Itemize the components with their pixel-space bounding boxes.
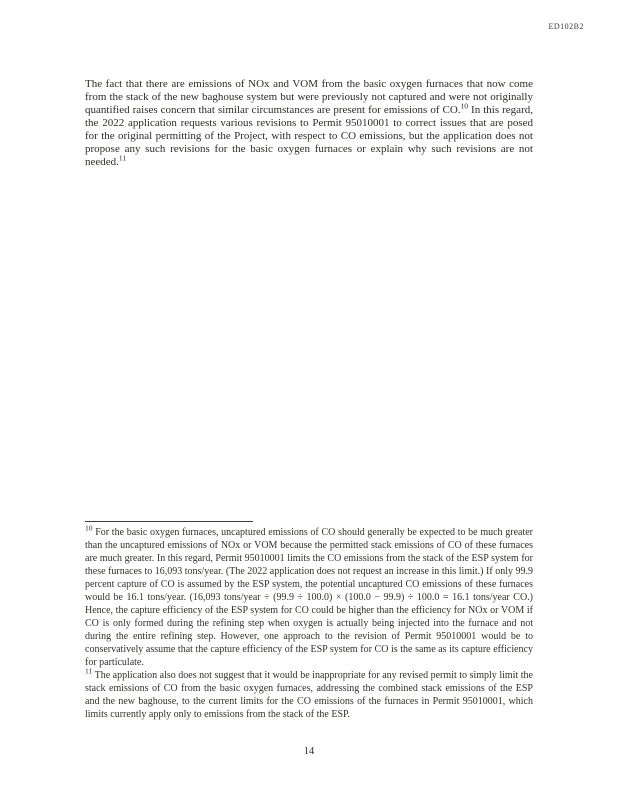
footnote-10-marker: 10	[85, 523, 93, 533]
footnote-11	[85, 666, 533, 721]
body-paragraph	[85, 78, 533, 169]
footnote-11-marker: 11	[85, 666, 93, 676]
footnotes-section	[85, 523, 533, 721]
paragraph-text-2: In this regard, the 2022 application requests various revisions to Permit 95010001 to correct issues that are posed for the original permitting of the Project, with respect to CO emissions, but the application does not propose any such revisions for the basic oxygen furnaces or explain why such revisions are not needed.	[85, 104, 533, 168]
footnote-ref-10: 10	[460, 101, 469, 111]
footnote-10	[85, 523, 533, 669]
paragraph-text-1: The fact that there are emissions of NOx and VOM from the basic oxygen furnaces that now come from the stack of the new baghouse system but were previously not captured and were not originally quantified raises concern that similar circumstances are present for emissions of CO.	[85, 78, 533, 116]
footnote-separator	[85, 521, 253, 522]
header-code: ED102B2	[548, 22, 584, 31]
footnote-ref-11: 11	[118, 153, 127, 163]
page-number: 14	[303, 746, 315, 757]
footnote-11-text: The application also does not suggest that it would be inappropriate for any revised permit to simply limit the stack emissions of CO from the basic oxygen furnaces, addressing the combined stack emissions of the ESP and the new baghouse, to the current limits for the CO emissions of the furnaces in Permit 95010001, which limits currently apply only to emissions from the stack of the ESP.	[85, 670, 533, 720]
footnote-10-text: For the basic oxygen furnaces, uncaptured emissions of CO should generally be expected to be much greater than the uncaptured emissions of NOx or VOM because the permitted stack emissions of CO of these furnaces are much greater. In this regard, Permit 95010001 limits the CO emissions from the stack of the ESP system for these furnaces to 16,093 tons/year. (The 2022 application does not request an increase in this limit.) If only 99.9 percent capture of CO is assumed by the ESP system, the potential uncaptured CO emissions of these furnaces would be 16.1 tons/year. (16,093 tons/year ÷ (99.9 ÷ 100.0) × (100.0 − 99.9) ÷ 100.0 = 16.1 tons/year CO.) Hence, the capture efficiency of the ESP system for CO could be higher than the efficiency for NOx or VOM if CO is only formed during the refining step when oxygen is actually being injected into the furnace and not during the entire refining step. However, one approach to the revision of Permit 95010001 would be to conservatively assume that the capture efficiency of the ESP system for CO is the same as its capture efficiency for particulate.	[85, 527, 533, 668]
